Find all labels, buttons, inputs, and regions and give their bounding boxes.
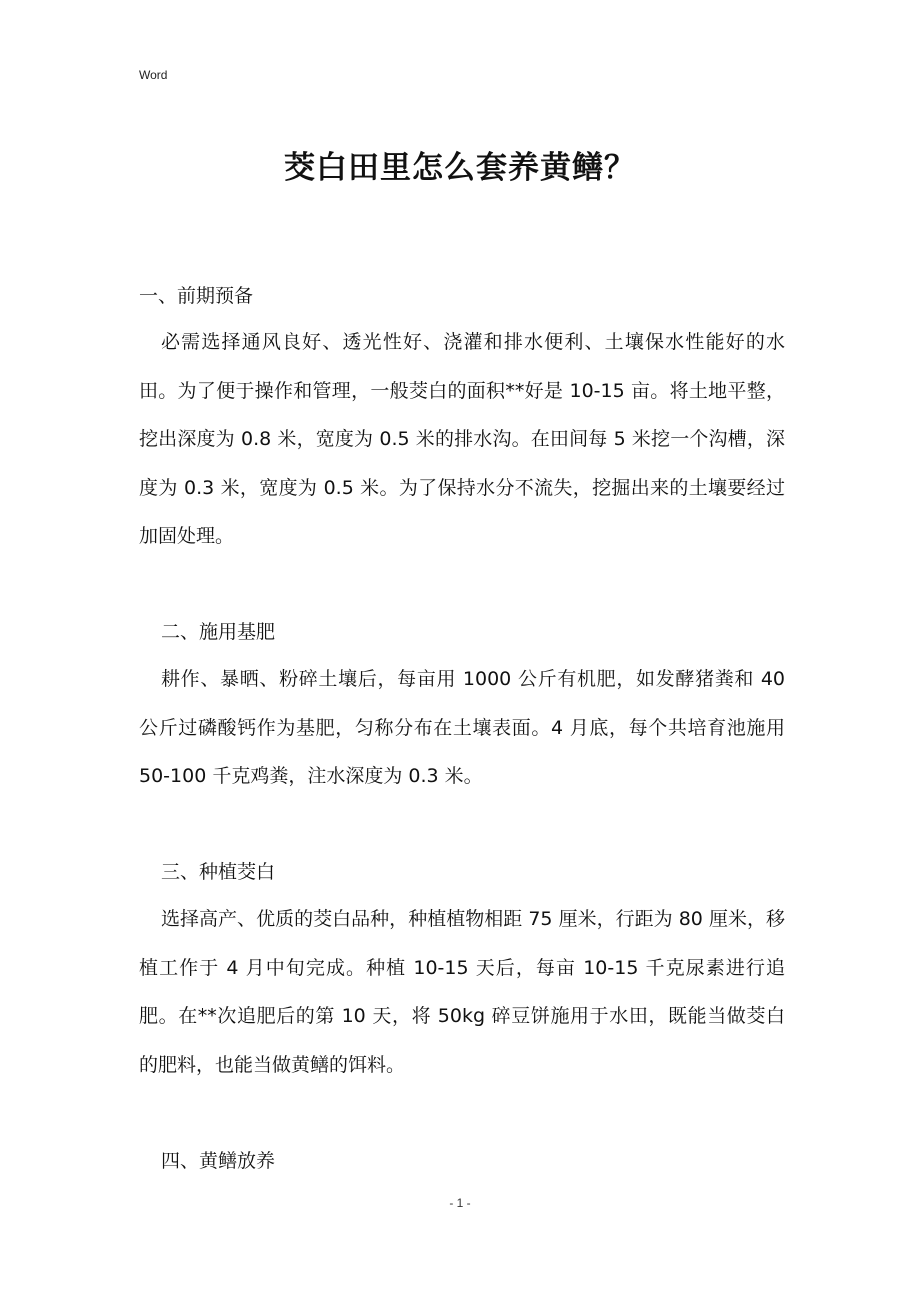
section-paragraph-1: 必需选择通风良好、透光性好、浇灌和排水便利、土壤保水性能好的水田。为了便于操作和管理，一般茭白的面积**好是 10-15 亩。将土地平整，挖出深度为 0.8 米，宽度为 0.5 米的排水沟。在田间每 5 米挖一个沟槽，深度为 0.3 米，宽度为 0.5 米。为了保持水分不流失，挖掘出来的土壤要经过加固处理。: [139, 331, 785, 547]
section-paragraph-3: 选择高产、优质的茭白品种，种植植物相距 75 厘米，行距为 80 厘米，移植工作于 4 月中旬完成。种植 10-15 天后，每亩 10-15 千克尿素进行追肥。在**次追肥后的第 10 天，将 50kg 碎豆饼施用于水田，既能当做茭白的肥料，也能当做黄鳝的饵料。: [139, 908, 785, 1076]
section-heading-1: 一、前期预备: [139, 285, 254, 307]
header-label: Word: [139, 68, 168, 82]
page-number: - 1 -: [449, 1196, 471, 1210]
section-heading-2: 二、施用基肥: [161, 621, 276, 643]
section-paragraph-2: 耕作、暴晒、粉碎土壤后，每亩用 1000 公斤有机肥，如发酵猪粪和 40 公斤过磷酸钙作为基肥，匀称分布在土壤表面。4 月底，每个共培育池施用 50-100 千克鸡粪，注水深度为 0.3 米。: [139, 668, 785, 787]
section-heading-4: 四、黄鳝放养: [161, 1150, 276, 1172]
section-heading-3: 三、种植茭白: [161, 861, 276, 883]
document-title: 茭白田里怎么套养黄鳝？: [284, 150, 636, 186]
